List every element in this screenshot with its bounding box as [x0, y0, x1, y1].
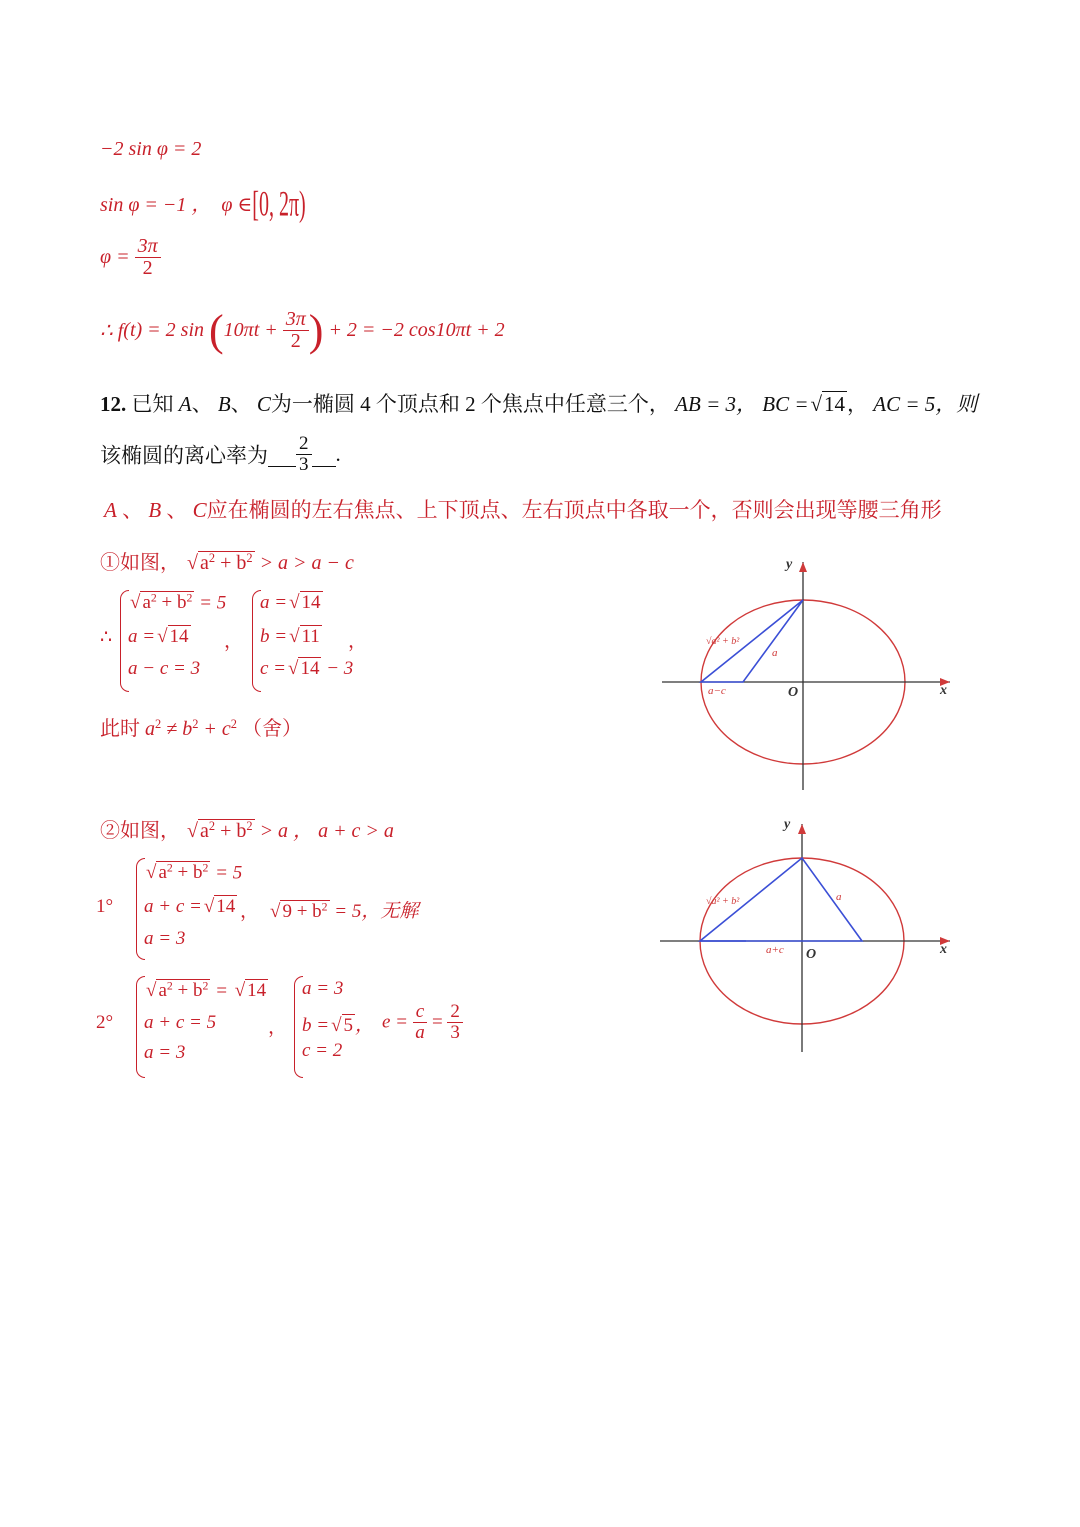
- problem-12-line-1: 12. 已知 A、 B、 C为一椭圆 4 个顶点和 2 个焦点中任意三个， AB = 3， BC =√ 14， AC = 5，则: [100, 388, 977, 418]
- solution-line-3: φ = $\frac{3\pi}{2}$: [100, 236, 161, 279]
- side-label-2: a: [836, 891, 842, 903]
- solution-line-2: sin φ = −1 ， φ ∈[0, 2π): [100, 184, 306, 225]
- solution-line-4: ∴ f(t) = 2 sin (10πt + $\frac{3\pi}{2}$ ) + 2 = −2 cos10πt + 2: [100, 306, 505, 355]
- y-label-1: y: [786, 557, 793, 572]
- hypotenuse-label-2: √a² + b²: [706, 896, 740, 907]
- x-label-2: x: [940, 942, 947, 957]
- case1-system-block: ∴ √ $a^2 + b^2 = 5$ a =√ 14 a − c = 3 ， a =√ 14 b =√ 11 c =√ 14 − 3 ，: [100, 588, 400, 698]
- y-label-2: y: [784, 817, 791, 832]
- figure-2-ellipse-diagram: [650, 812, 970, 1062]
- case1-heading: ①如图， √ $a^2 + b^2 > a > a - c$: [100, 546, 354, 575]
- case1-note: 此时 $a^2 \ne b^2 + c^2$ （舍）: [100, 717, 302, 740]
- solution-line-1: −2 sin φ = 2: [100, 138, 202, 160]
- answer-fraction: $\frac{2}{3}$: [296, 434, 312, 475]
- problem-number: 12.: [100, 392, 127, 416]
- base-label-1: a−c: [708, 685, 726, 697]
- y-arrow-2: [798, 824, 806, 834]
- x-label-1: x: [940, 683, 947, 698]
- hypotenuse-label-1: √a² + b²: [706, 636, 740, 647]
- analysis-intro: A 、 B 、 C应在椭圆的左右焦点、上下顶点、左右顶点中各取一个，否则会出现等腰三角形: [104, 498, 942, 522]
- figure-1-ellipse-diagram: [650, 552, 970, 802]
- base-label-2: a+c: [766, 944, 784, 956]
- origin-label-1: O: [788, 685, 799, 700]
- side-label-1: a: [772, 647, 778, 659]
- problem-12-line-2: 该椭圆的离心率为 $\frac{2}{3}$ .: [100, 433, 341, 475]
- y-arrow-1: [799, 562, 807, 572]
- case2-sub1-block: 1° √ $a^2 + b^2 = 5$ a + c =√ 14 a = 3 ， √ $9 + b^2 = 5$，无解: [96, 856, 496, 966]
- case2-sub2-block: 2° √ $a^2 + b^2$ = √ 14 a + c = 5 a = 3 ， a = 3 b =√ 5 ， c = 2 e = $\frac{c}{a}$ = $\frac{2}{3}$: [96, 974, 516, 1084]
- case2-heading: ②如图， √ $a^2 + b^2 > a$ ， a + c > a: [100, 814, 394, 843]
- origin-label-2: O: [806, 947, 817, 962]
